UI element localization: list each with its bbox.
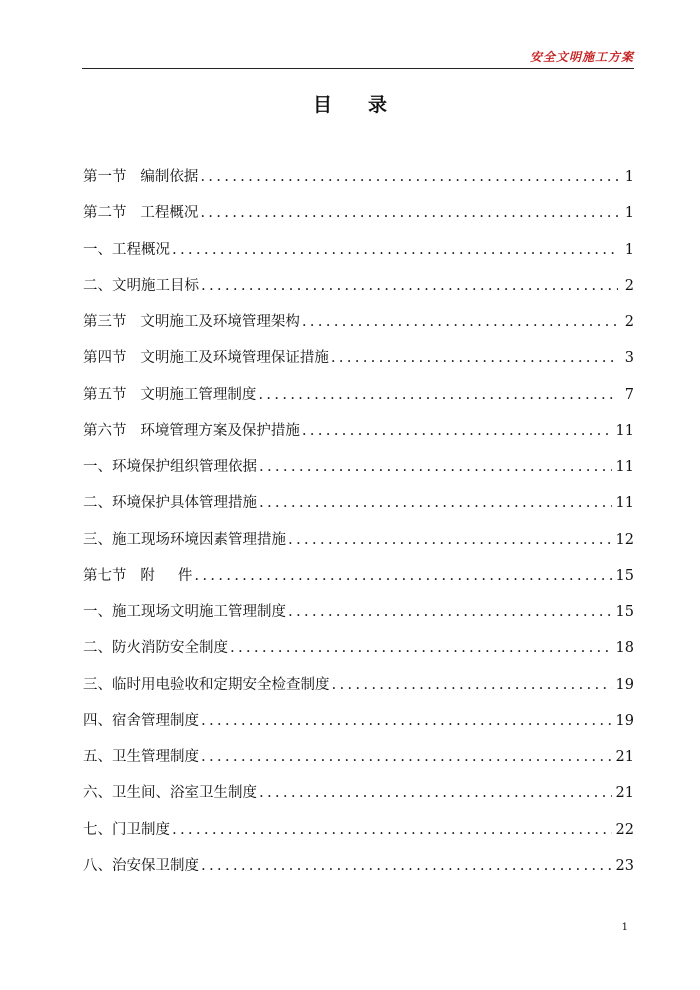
toc-entry-label: 二、文明施工目标 [83,277,199,294]
toc-dot-leader [288,598,612,624]
toc-entry-label: 五、卫生管理制度 [83,749,199,765]
toc-entry-label: 一、施工现场文明施工管理制度 [83,604,286,620]
toc-dot-leader [200,163,618,189]
toc-dot-leader [172,236,618,262]
toc-entry-page-number: 12 [615,531,634,548]
toc-entry-label: 第七节 附 件 [83,567,193,584]
toc-dot-leader [288,526,612,552]
toc-dot-leader [201,852,612,878]
toc-entry[interactable] [83,199,634,235]
toc-entry-label: 第四节 文明施工及环境管理保证措施 [83,350,329,367]
toc-entry[interactable] [83,163,634,199]
toc-entry[interactable] [83,417,634,453]
toc-entry[interactable] [83,598,634,634]
toc-entry-page-number: 19 [615,712,634,729]
toc-entry[interactable] [83,526,634,562]
toc-entry-label: 第三节 文明施工及环境管理架构 [83,314,300,330]
toc-dot-leader [332,671,612,697]
toc-entry-label: 四、宿舍管理制度 [83,712,199,729]
toc-entry[interactable] [83,453,634,489]
toc-entry[interactable] [83,272,634,308]
toc-dot-leader [258,381,618,407]
toc-entry-page-number: 15 [615,604,634,620]
footer-page-number: 1 [621,922,628,933]
toc-entry-label: 六、卫生间、浴室卫生制度 [83,785,257,802]
toc-entry[interactable] [83,743,634,779]
toc-entry-page-number: 23 [615,857,634,874]
toc-entry-label: 第五节 文明施工管理制度 [83,386,257,403]
toc-entry-page-number: 19 [615,676,634,693]
toc-entry[interactable] [83,816,634,852]
toc-dot-leader [201,707,612,733]
toc-entry[interactable] [83,852,634,888]
toc-dot-leader [331,344,618,370]
toc-dot-leader [259,453,612,479]
toc-entry[interactable] [83,562,634,598]
toc-entry-page-number: 2 [624,314,634,330]
toc-entry-label: 一、环境保护组织管理依据 [83,459,257,475]
toc-entry-label: 三、临时用电验收和定期安全检查制度 [83,676,330,693]
toc-entry-page-number: 22 [615,821,634,838]
toc-entry-page-number: 11 [615,422,634,439]
toc-entry[interactable] [83,634,634,670]
toc-entry-label: 八、治安保卫制度 [83,857,199,874]
toc-entry[interactable] [83,308,634,344]
toc-entry-page-number: 21 [615,749,634,765]
toc-entry-label: 第二节 工程概况 [83,205,199,222]
table-of-contents [83,163,634,888]
header-divider [82,68,634,69]
toc-entry[interactable] [83,671,634,707]
toc-entry-label: 三、施工现场环境因素管理措施 [83,531,286,548]
toc-entry[interactable] [83,381,634,417]
toc-entry[interactable] [83,489,634,525]
toc-entry-label: 第六节 环境管理方案及保护措施 [83,422,300,439]
toc-dot-leader [172,816,612,842]
toc-entry-page-number: 1 [624,205,634,222]
toc-entry-page-number: 1 [624,169,634,185]
toc-entry-page-number: 11 [615,495,634,512]
toc-dot-leader [259,779,612,805]
toc-entry-label: 二、防火消防安全制度 [83,640,228,657]
toc-entry-page-number: 1 [624,241,634,258]
toc-entry[interactable] [83,779,634,815]
toc-entry-page-number: 2 [624,277,634,294]
toc-dot-leader [302,308,618,334]
toc-entry-page-number: 15 [615,567,634,584]
toc-dot-leader [302,417,612,443]
toc-entry-label: 第一节 编制依据 [83,169,199,185]
page-title: 目录 [312,94,423,116]
toc-entry-label: 二、环境保护具体管理措施 [83,495,257,512]
toc-entry-page-number: 18 [615,640,634,657]
toc-dot-leader [194,562,611,588]
toc-dot-leader [230,634,612,660]
toc-dot-leader [200,199,618,225]
toc-dot-leader [201,743,612,769]
toc-entry-label: 一、工程概况 [83,241,170,258]
toc-entry-page-number: 11 [615,459,634,475]
toc-dot-leader [259,489,612,515]
toc-dot-leader [201,272,618,298]
toc-entry-label: 七、门卫制度 [83,821,170,838]
toc-entry-page-number: 7 [624,386,634,403]
toc-entry-page-number: 3 [624,350,634,367]
toc-entry[interactable] [83,707,634,743]
toc-entry-page-number: 21 [615,785,634,802]
running-header-title: 安全文明施工方案 [529,50,634,64]
toc-entry[interactable] [83,344,634,380]
toc-entry[interactable] [83,236,634,272]
